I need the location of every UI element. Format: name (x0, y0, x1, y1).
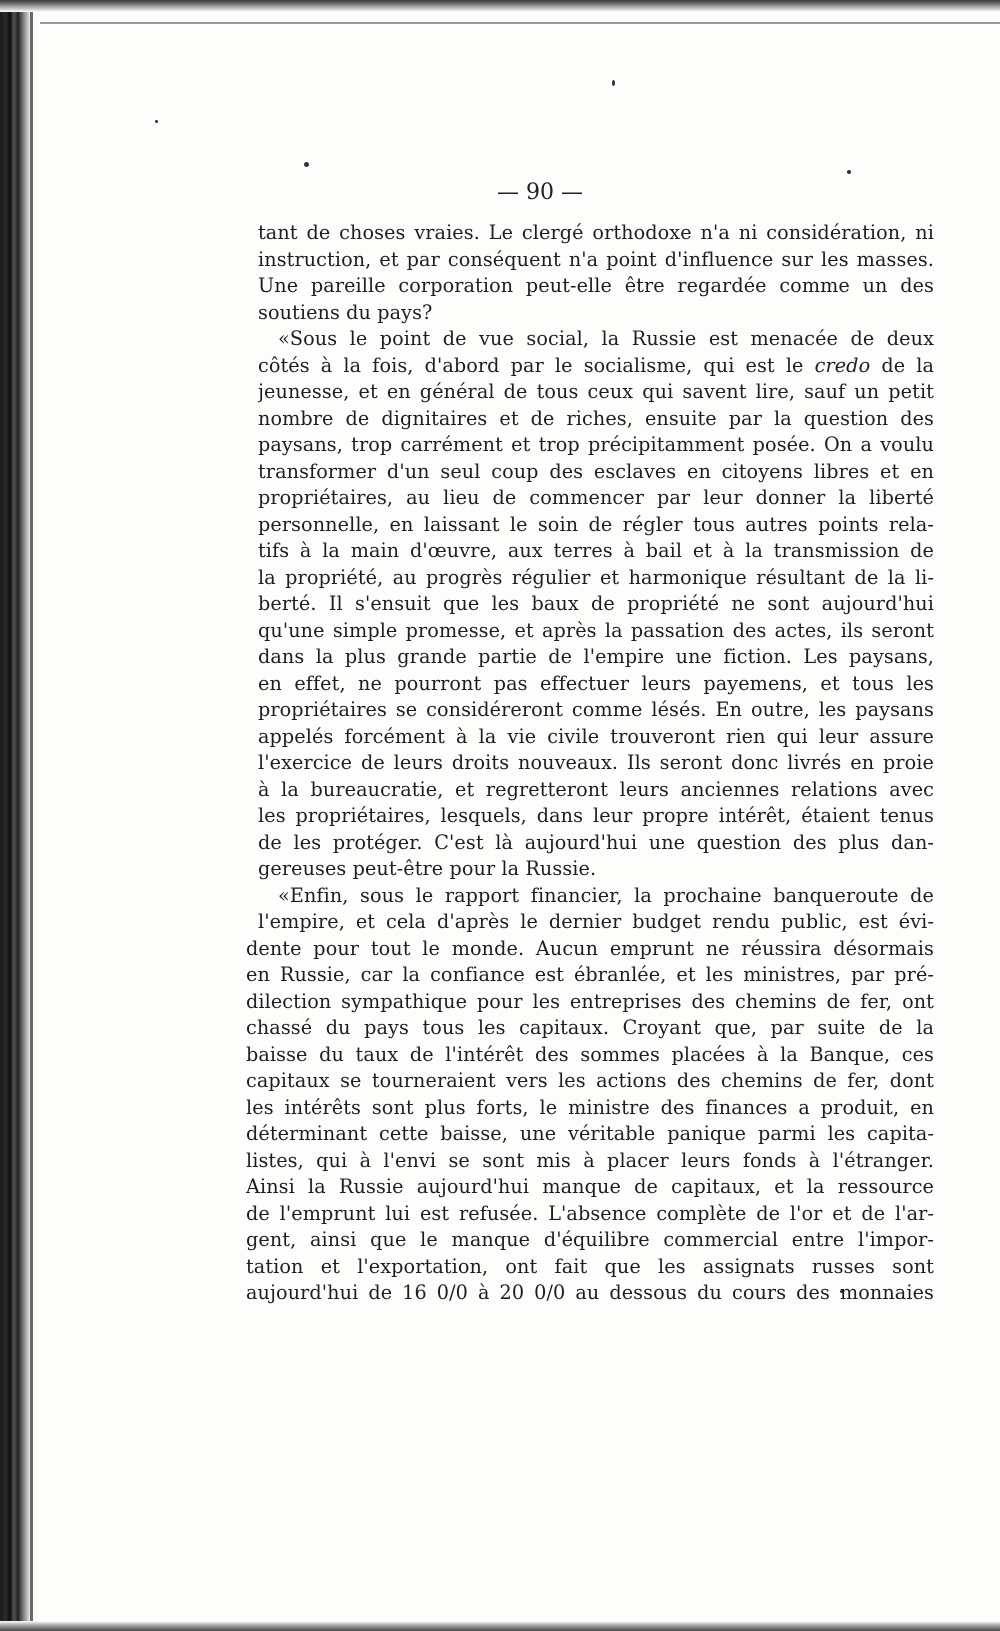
text-line: Une pareille corporation peut-elle être regardée comme un des (258, 274, 934, 297)
text-line: aujourd'hui de 16 0/0 à 20 0/0 au dessous du cours des monnaies (246, 1281, 934, 1304)
book-spine-shadow (0, 0, 30, 1631)
text-line (258, 353, 934, 380)
text-fragment: côtés à la fois, d'abord par le socialisme, qui est le (258, 353, 804, 377)
text-line: propriétaires se considéreront comme lésés. En outre, les paysans (258, 698, 934, 721)
text-line: de les protéger. C'est là aujourd'hui une question des plus dan- (258, 830, 934, 854)
text-line: nombre de dignitaires et de riches, ensuite par la question des (258, 406, 934, 430)
text-line: personnelle, en laissant le soin de régler tous autres points rela- (258, 512, 934, 536)
text-line: en Russie, car la confiance est ébranlée, et les ministres, par pré- (246, 963, 934, 986)
text-line: tifs à la main d'œuvre, aux terres à bail et à la transmission de (258, 539, 934, 562)
text-line: soutiens du pays? (258, 300, 433, 324)
text-line: la propriété, au progrès régulier et harmonique résultant de la li- (258, 565, 934, 589)
text-line: baisse du taux de l'intérêt des sommes placées à la Banque, ces (246, 1042, 934, 1066)
text-line: dilection sympathique pour les entreprises des chemins de fer, ont (246, 989, 934, 1013)
text-line: propriétaires, au lieu de commencer par leur donner la liberté (258, 486, 934, 509)
page-number: — 90 — (497, 180, 583, 205)
text-line: Ainsi la Russie aujourd'hui manque de capitaux, et la ressource (246, 1175, 934, 1198)
text-line: «Sous le point de vue social, la Russie est menacée de deux (278, 327, 934, 350)
text-line: instruction, et par conséquent n'a point d'influence sur les masses. (258, 247, 934, 271)
text-fragment: de la (881, 353, 934, 377)
bottom-page-edge (0, 1621, 1000, 1631)
text-line: jeunesse, et en général de tous ceux qui savent lire, sauf un petit (258, 380, 934, 403)
text-line: les intérêts sont plus forts, le ministre des finances a produit, en (246, 1095, 934, 1119)
text-line: transformer d'un seul coup des esclaves en citoyens libres et en (258, 459, 934, 483)
text-line: appelés forcément à la vie civile trouveront rien qui leur assure (258, 724, 934, 748)
scan-speck (155, 120, 158, 123)
text-line: berté. Il s'ensuit que les baux de propriété ne sont aujourd'hui (258, 592, 934, 615)
text-line: l'empire, et cela d'après le dernier budget rendu public, est évi- (258, 910, 934, 933)
text-line: en effet, ne pourront pas effectuer leurs payemens, et tous les (258, 671, 934, 695)
spine-edge-line (30, 0, 33, 1631)
top-edge-rule (40, 22, 1000, 24)
text-line: dente pour tout le monde. Aucun emprunt ne réussira désormais (246, 936, 934, 960)
scan-speck (304, 162, 309, 167)
text-line: listes, qui à l'envi se sont mis à placer leurs fonds à l'étranger. (246, 1148, 934, 1172)
text-line: à la bureaucratie, et regretteront leurs anciennes relations avec (258, 777, 934, 801)
text-line: qu'une simple promesse, et après la passation des actes, ils seront (258, 618, 934, 642)
text-line: «Enfin, sous le rapport financier, la prochaine banqueroute de (278, 883, 934, 907)
text-line: gereuses peut-être pour la Russie. (258, 857, 597, 880)
text-line: paysans, trop carrément et trop précipitamment posée. On a voulu (258, 433, 934, 456)
text-line: dans la plus grande partie de l'empire une fiction. Les paysans, (258, 645, 934, 668)
text-line: gent, ainsi que le manque d'équilibre commercial entre l'impor- (246, 1228, 934, 1251)
text-line: chassé du pays tous les capitaux. Croyant que, par suite de la (246, 1016, 934, 1039)
body-text (246, 220, 934, 1307)
text-line: déterminant cette baisse, une véritable panique parmi les capita- (246, 1122, 934, 1145)
top-page-edge (0, 0, 1000, 12)
text-line: tation et l'exportation, ont fait que les assignats russes sont (246, 1254, 934, 1278)
scan-speck (612, 80, 615, 86)
text-line: les propriétaires, lesquels, dans leur propre intérêt, étaient tenus (258, 804, 934, 827)
text-line: l'exercice de leurs droits nouveaux. Ils seront donc livrés en proie (258, 751, 934, 774)
italic-word: credo (814, 353, 871, 377)
text-line: de l'emprunt lui est refusée. L'absence complète de l'or et de l'ar- (246, 1201, 934, 1225)
scan-speck (847, 170, 851, 174)
text-line: tant de choses vraies. Le clergé orthodoxe n'a ni considération, ni (258, 221, 934, 244)
text-line: capitaux se tourneraient vers les actions des chemins de fer, dont (246, 1069, 934, 1092)
